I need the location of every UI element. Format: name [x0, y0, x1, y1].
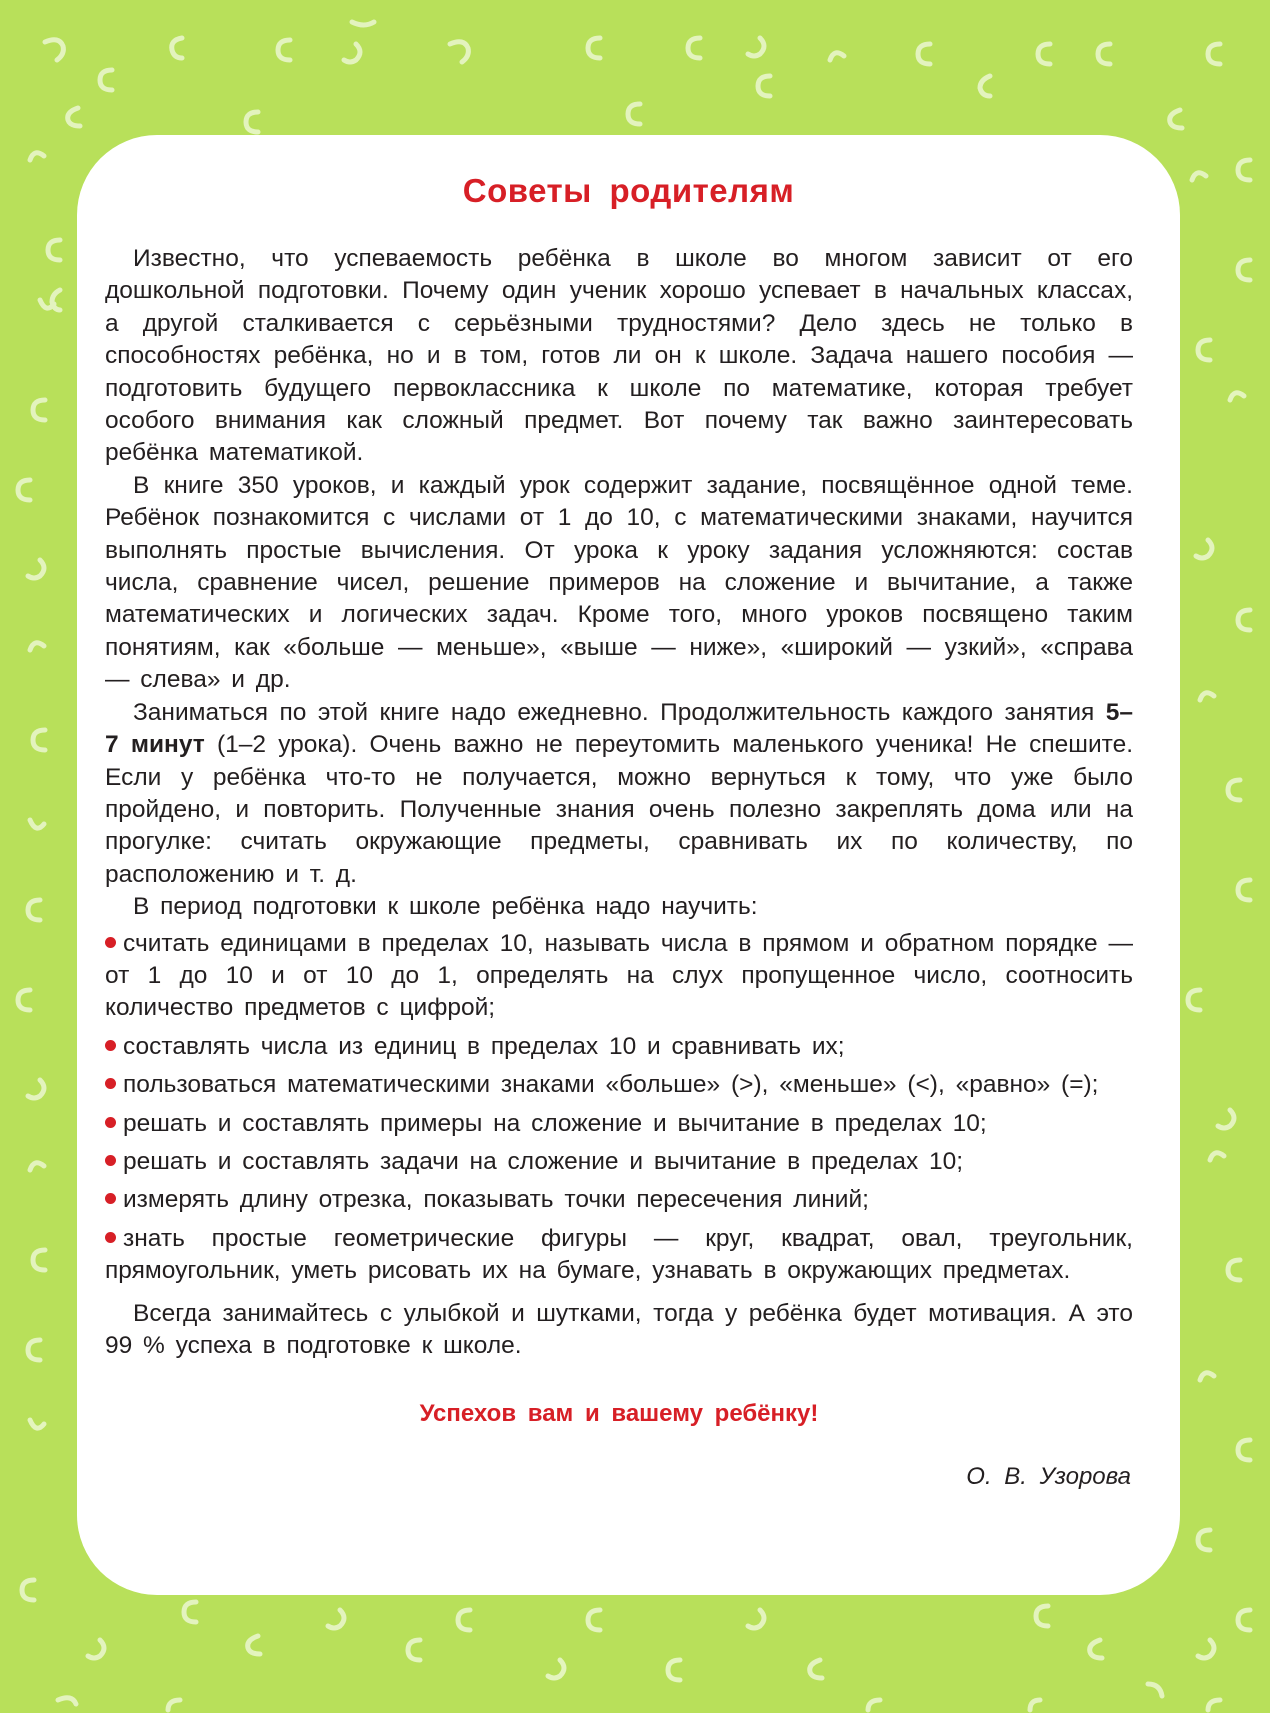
schedule-text-before: Заниматься по этой книге надо ежедневно. Продолжительность каждого занятия: [133, 698, 1106, 726]
list-item: [105, 1069, 1133, 1101]
red-bullet-icon: [105, 1193, 116, 1204]
page-title: Советы родителям: [462, 172, 795, 209]
skills-list: [105, 928, 1133, 1288]
list-item-text: решать и составлять примеры на сложение и вычитание в пределах 10;: [123, 1109, 987, 1137]
list-item-text: составлять числа из единиц в пределах 10 и сравнивать их;: [123, 1032, 845, 1060]
red-bullet-icon: [105, 1117, 116, 1128]
list-item: [105, 1031, 1133, 1063]
red-bullet-icon: [105, 1232, 116, 1243]
red-bullet-icon: [105, 937, 116, 948]
lesson-duration-highlight: 5–7 минут: [105, 698, 1133, 759]
list-intro: В период подготовки к школе ребёнка надо научить:: [133, 893, 758, 921]
list-item: [105, 1223, 1133, 1288]
schedule-text-after: (1–2 урока). Очень важно не переутомить маленького ученика! Не спешите. Если у ребёнка что-то не получается, можно вернуться к тому, что уже было пройдено, и повторить. Полученные знания очень полезно закреплять дома или на прогулке: считать окружающие предметы, сравнивать их по количеству, по расположению и т. д.: [105, 731, 1134, 888]
article-body: [105, 243, 1133, 1493]
paragraph-closing: Всегда занимайтесь с улыбкой и шутками, тогда у ребёнка будет мотивация. А это 99 % успеха в подготовке к школе.: [105, 1299, 1133, 1359]
paragraph-lessons: В книге 350 уроков, и каждый урок содержит задание, посвящённое одной теме. Ребёнок познакомится с числами от 1 до 10, с математическими знаками, научится выполнять простые вычисления. От урока к уроку задания усложняются: состав числа, сравнение чисел, решение примеров на сложение и вычитание, а также математических и логических задач. Кроме того, много уроков посвящено таким понятиям, как «больше — меньше», «выше — ниже», «широкий — узкий», «справа — слева» и др.: [105, 471, 1133, 694]
author-signature: О. В. Узорова: [966, 1462, 1131, 1490]
list-item-text: пользоваться математическими знаками «больше» (>), «меньше» (<), «равно» (=);: [123, 1071, 1099, 1099]
list-item: [105, 1184, 1133, 1216]
content-card: [77, 135, 1180, 1595]
list-item: [105, 1108, 1133, 1140]
red-bullet-icon: [105, 1155, 116, 1166]
red-bullet-icon: [105, 1078, 116, 1089]
list-item-text: знать простые геометрические фигуры — круг, квадрат, овал, треугольник, прямоугольник, уметь рисовать их на бумаге, узнавать в окружающих предметах.: [105, 1224, 1133, 1285]
paragraph-intro: Известно, что успеваемость ребёнка в школе во многом зависит от его дошкольной подготовки. Почему один ученик хорошо успевает в начальных классах, а другой сталкивается с серьёзными трудностями? Дело здесь не только в способностях ребёнка, но и в том, готов ли он к школе. Задача нашего пособия — подготовить будущего первоклассника к школе по математике, которая требует особого внимания как сложный предмет. Вот почему так важно заинтересовать ребёнка математикой.: [105, 245, 1133, 467]
list-item: [105, 1146, 1133, 1178]
red-bullet-icon: [105, 1040, 116, 1051]
closing-wish: Успехов вам и вашему ребёнку!: [419, 1400, 819, 1428]
list-item: [105, 928, 1133, 1025]
list-item-text: измерять длину отрезка, показывать точки пересечения линий;: [123, 1186, 869, 1214]
paragraph-schedule: [105, 697, 1133, 891]
list-item-text: решать и составлять задачи на сложение и вычитание в пределах 10;: [123, 1147, 964, 1175]
list-item-text: считать единицами в пределах 10, называть числа в прямом и обратном порядке — от 1 до 10 и от 10 до 1, определять на слух пропущенное число, соотносить количество предметов с цифрой;: [105, 929, 1133, 1022]
